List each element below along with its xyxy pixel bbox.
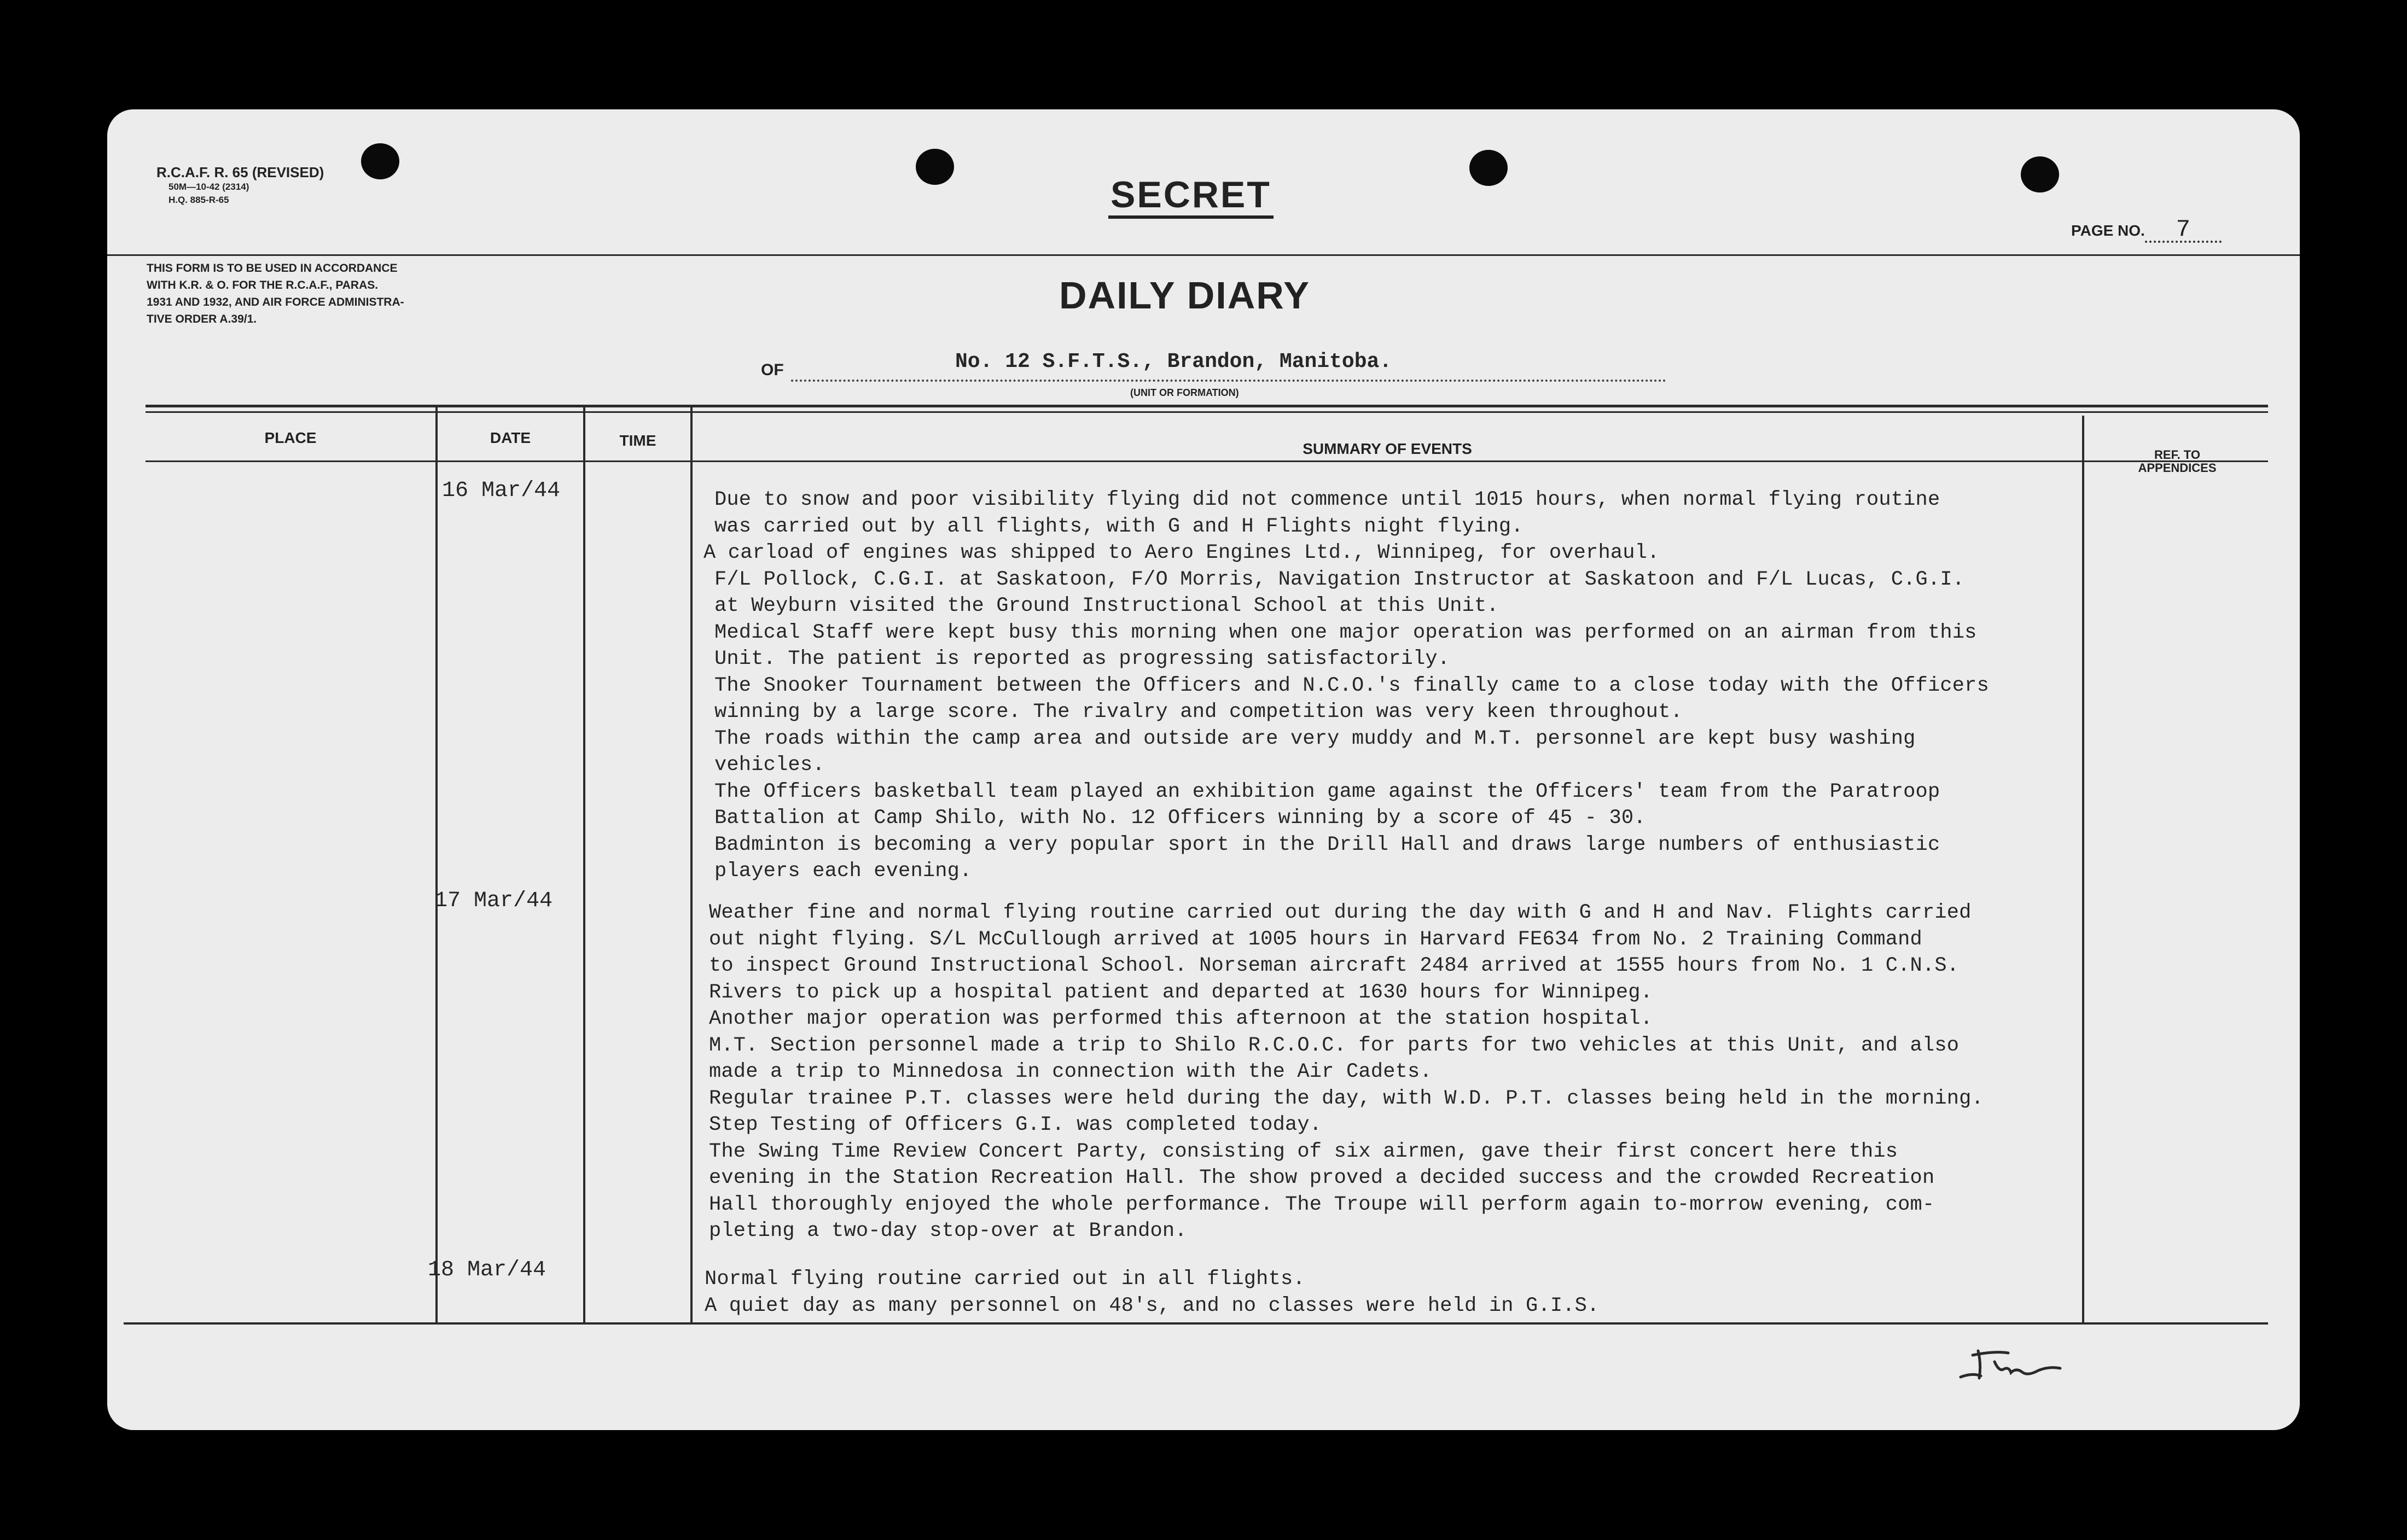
summary-line: at Weyburn visited the Ground Instructional School at this Unit.	[714, 594, 1499, 617]
summary-line: Weather fine and normal flying routine carried out during the day with G and H and Nav. Flights carried	[709, 901, 1972, 924]
form-identifier	[156, 164, 324, 207]
summary-line: The roads within the camp area and outside are very muddy and M.T. personnel are kept busy washing	[714, 727, 1916, 750]
column-header-date: DATE	[490, 429, 531, 446]
unit-caption: (UNIT OR FORMATION)	[1130, 387, 1239, 398]
summary-line: evening in the Station Recreation Hall. The show proved a decided success and the crowded Recreation	[709, 1166, 1935, 1189]
table-top-rule-inner	[146, 411, 2268, 413]
punch-hole	[916, 149, 954, 185]
summary-line: Regular trainee P.T. classes were held during the day, with W.D. P.T. classes being held in the morning.	[709, 1087, 1984, 1110]
entry-date: 18 Mar/44	[428, 1258, 546, 1282]
form-hq-code: H.Q. 885-R-65	[168, 195, 229, 205]
classification-stamp: SECRET	[1108, 174, 1274, 219]
summary-line: vehicles.	[714, 754, 825, 777]
punch-hole	[361, 143, 399, 179]
column-header-ref: REF. TO APPENDICES	[2138, 448, 2217, 475]
entry-summary	[709, 900, 1984, 1245]
column-header-summary: SUMMARY OF EVENTS	[1303, 440, 1472, 457]
punch-hole	[1469, 150, 1508, 186]
summary-line: out night flying. S/L McCullough arrived at 1005 hours in Harvard FE634 from No. 2 Training Command	[709, 928, 1922, 951]
summary-line: Unit. The patient is reported as progressing satisfactorily.	[714, 648, 1450, 670]
diary-page	[107, 109, 2300, 1430]
page-label: PAGE NO.	[2071, 222, 2145, 239]
entry-date: 17 Mar/44	[434, 889, 553, 913]
table-bottom-rule	[124, 1322, 2268, 1325]
summary-line: Step Testing of Officers G.I. was completed today.	[709, 1113, 1322, 1136]
of-label: OF	[761, 361, 784, 379]
handwritten-initials	[1956, 1334, 2077, 1384]
summary-line: was carried out by all flights, with G and H Flights night flying.	[714, 515, 1524, 538]
header-rule	[107, 254, 2300, 256]
summary-line: made a trip to Minnedosa in connection with the Air Cadets.	[709, 1060, 1432, 1083]
summary-line: to inspect Ground Instructional School. Norseman aircraft 2484 arrived at 1555 hours from No. 1 C.N.S.	[709, 954, 1960, 977]
summary-line: Another major operation was performed this afternoon at the station hospital.	[709, 1007, 1653, 1030]
summary-line: Medical Staff were kept busy this morning when one major operation was performed on an airman from this	[714, 621, 1977, 644]
unit-name: No. 12 S.F.T.S., Brandon, Manitoba.	[955, 350, 1392, 374]
summary-line: Rivers to pick up a hospital patient and departed at 1630 hours for Winnipeg.	[709, 981, 1653, 1004]
summary-line: A quiet day as many personnel on 48's, and no classes were held in G.I.S.	[705, 1294, 1600, 1317]
summary-line: Badminton is becoming a very popular sport in the Drill Hall and draws large numbers of enthusiastic	[714, 833, 1940, 856]
summary-line: M.T. Section personnel made a trip to Shilo R.C.O.C. for parts for two vehicles at this Unit, and also	[709, 1034, 1960, 1057]
entry-summary	[704, 487, 1989, 885]
column-header-place: PLACE	[264, 429, 317, 446]
page-number-field	[2071, 216, 2222, 243]
summary-line: players each evening.	[714, 860, 972, 883]
form-number: R.C.A.F. R. 65 (REVISED)	[156, 164, 324, 180]
column-divider	[2082, 416, 2084, 1322]
form-print-code: 50M—10-42 (2314)	[168, 182, 249, 192]
column-divider	[435, 407, 438, 1323]
column-header-time: TIME	[619, 432, 656, 449]
summary-line: F/L Pollock, C.G.I. at Saskatoon, F/O Morris, Navigation Instructor at Saskatoon and F/L Lucas, C.G.I.	[714, 568, 1965, 591]
entry-summary	[705, 1266, 1599, 1319]
page-title: DAILY DIARY	[1059, 274, 1310, 317]
entry-date: 16 Mar/44	[442, 479, 561, 503]
summary-line: pleting a two-day stop-over at Brandon.	[709, 1220, 1187, 1242]
table-top-rule	[146, 405, 2268, 407]
summary-line: Due to snow and poor visibility flying did not commence until 1015 hours, when normal flying routine	[714, 488, 1940, 511]
summary-line: A carload of engines was shipped to Aero Engines Ltd., Winnipeg, for overhaul.	[704, 541, 1660, 564]
summary-line: winning by a large score. The rivalry and competition was very keen throughout.	[714, 701, 1683, 724]
column-divider	[690, 407, 693, 1323]
column-header-rule	[146, 460, 2268, 462]
summary-line: The Snooker Tournament between the Officers and N.C.O.'s finally came to a close today with the Officers	[714, 674, 1989, 697]
punch-hole	[2021, 156, 2059, 192]
summary-line: Hall thoroughly enjoyed the whole performance. The Troupe will perform again to-morrow evening, com-	[709, 1193, 1935, 1216]
summary-line: Battalion at Camp Shilo, with No. 12 Officers winning by a score of 45 - 30.	[714, 807, 1646, 830]
column-divider	[583, 407, 585, 1323]
summary-line: The Swing Time Review Concert Party, consisting of six airmen, gave their first concert here this	[709, 1140, 1898, 1163]
page-number: 7	[2145, 219, 2222, 243]
summary-line: Normal flying routine carried out in all flights.	[705, 1268, 1305, 1291]
summary-line: The Officers basketball team played an exhibition game against the Officers' team from the Paratroop	[714, 780, 1940, 803]
form-usage-note: THIS FORM IS TO BE USED IN ACCORDANCE WITH K.R. & O. FOR THE R.C.A.F., PARAS. 1931 AND 1932, AND AIR FORCE ADMINISTRA- TIVE ORDER A.39/1.	[147, 262, 404, 325]
